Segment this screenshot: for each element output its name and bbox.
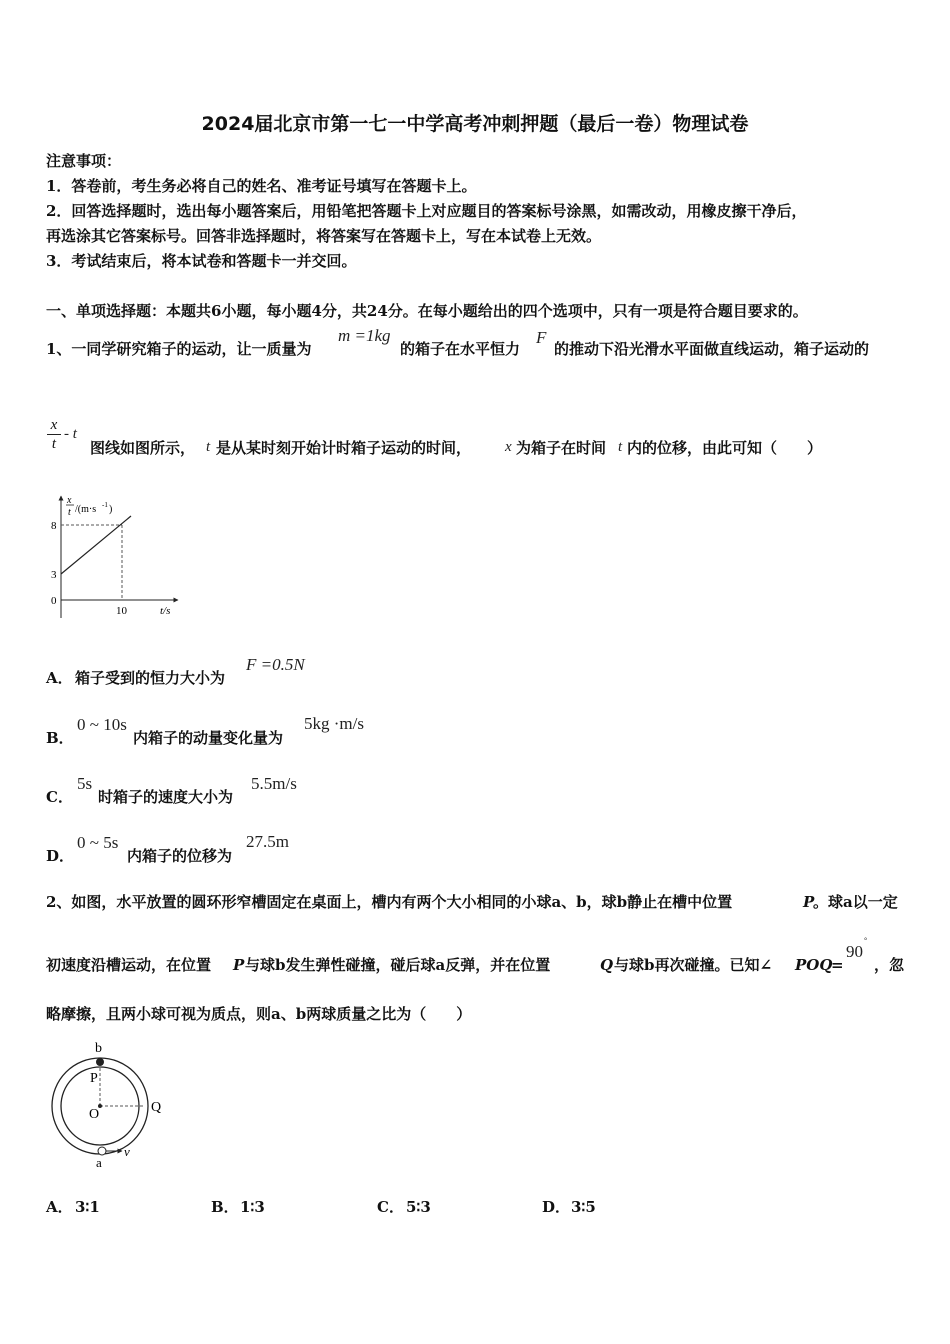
- q1-text: 是从某时刻开始计时箱子运动的时间，: [216, 439, 472, 457]
- q2-text: 2、如图，水平放置的圆环形窄槽固定在桌面上，槽内有两个大小相同的小球a、b，球b静止在槽中位置: [46, 893, 733, 911]
- ball-b: [96, 1058, 104, 1066]
- label-P: P: [90, 1071, 98, 1086]
- option-letter: C．: [46, 788, 73, 806]
- label-v: v: [124, 1144, 130, 1159]
- option-letter: A．: [46, 669, 73, 687]
- option-letter: A．: [46, 1198, 73, 1216]
- x-tick-label: 10: [116, 605, 127, 617]
- section-heading: 一、单项选择题：本题共6小题，每小题4分，共24分。在每小题给出的四个选项中，只有一项是符合题目要求的。: [46, 302, 808, 320]
- graph-yunit: /(m·s: [75, 504, 97, 515]
- option-value: 1∶3: [240, 1198, 265, 1216]
- option-formula: 27.5m: [246, 832, 289, 851]
- option-letter: B．: [211, 1198, 239, 1216]
- q1-t-symbol: t: [618, 439, 623, 455]
- q1-force-symbol: F: [536, 328, 547, 347]
- option-formula: F =0.5N: [246, 655, 305, 674]
- ball-a: [98, 1147, 106, 1155]
- q1-fraction-num: x: [50, 417, 58, 433]
- option-letter: D．: [542, 1198, 571, 1216]
- q2-ring-figure: [40, 1035, 180, 1175]
- notice-heading: 注意事项：: [46, 152, 122, 170]
- q2-angle-unit: °: [864, 936, 868, 945]
- option-letter: C．: [377, 1198, 404, 1216]
- q1-mass-formula: m =1kg: [338, 326, 391, 345]
- q2-POQ-symbol: POQ: [795, 956, 833, 974]
- q1-text: 为箱子在时间: [516, 439, 607, 457]
- option-text: 内箱子的位移为: [127, 847, 233, 865]
- q2-text: 略摩擦，且两小球可视为质点，则a、b两球质量之比为（ ）: [46, 1005, 472, 1023]
- option-formula: 5s: [77, 774, 93, 793]
- q2-text: =: [831, 956, 844, 974]
- q2-text: 。球a以一定: [813, 893, 898, 911]
- notice-item: 1．答卷前，考生务必将自己的姓名、准考证号填写在答题卡上。: [46, 177, 477, 195]
- q1-x-symbol: x: [505, 439, 512, 455]
- option-formula: 0 ~ 5s: [77, 833, 119, 852]
- y-tick-label: 3: [51, 569, 57, 581]
- notice-item: 3．考试结束后，将本试卷和答题卡一并交回。: [46, 252, 357, 270]
- graph-yunit-exp: -1: [102, 501, 108, 509]
- label-b: b: [95, 1041, 102, 1056]
- page-title: 2024届北京市第一七一中学高考冲刺押题（最后一卷）物理试卷: [201, 113, 749, 135]
- option-value: 5∶3: [406, 1198, 431, 1216]
- origin-label: 0: [51, 595, 57, 607]
- graph-ylabel-num: x: [67, 495, 72, 506]
- q2-text: ，忽: [874, 956, 905, 974]
- q2-angle-value: 90: [846, 942, 863, 961]
- q1-fraction-den: t: [51, 436, 57, 452]
- option-formula: 0 ~ 10s: [77, 715, 127, 734]
- option-letter: B．: [46, 729, 74, 747]
- option-formula: 5.5m/s: [251, 774, 297, 793]
- label-a: a: [96, 1155, 102, 1170]
- q2-text: 与球b再次碰撞。已知∠: [614, 956, 773, 974]
- option-text: 内箱子的动量变化量为: [133, 729, 284, 747]
- q2-P-symbol: P: [803, 893, 815, 911]
- q1-text: 的推动下沿光滑水平面做直线运动，箱子运动的: [554, 340, 870, 358]
- q1-text: 1、一同学研究箱子的运动，让一质量为: [46, 340, 312, 358]
- notice-item: 2．回答选择题时，选出每小题答案后，用铅笔把答题卡上对应题目的答案标号涂黑，如需改动，用橡皮擦干净后，: [46, 202, 807, 220]
- q2-text: 初速度沿槽运动，在位置: [46, 956, 212, 974]
- q2-text: 与球b发生弹性碰撞，碰后球a反弹，并在位置: [245, 956, 551, 974]
- q1-text: 的箱子在水平恒力: [400, 340, 521, 358]
- option-formula: 5kg ·m/s: [304, 714, 364, 733]
- q1-fraction: [47, 417, 61, 452]
- option-text: 箱子受到的恒力大小为: [75, 669, 226, 687]
- q1-t-symbol: t: [206, 439, 211, 455]
- x-axis-label: t/s: [160, 605, 171, 617]
- notice-item: 再选涂其它答案标号。回答非选择题时，将答案写在答题卡上，写在本试卷上无效。: [46, 227, 602, 245]
- q2-Q-symbol: Q: [600, 956, 614, 974]
- option-value: 3∶1: [75, 1198, 100, 1216]
- q1-graph: [40, 490, 190, 625]
- option-letter: D．: [46, 847, 75, 865]
- y-tick-label: 8: [51, 520, 57, 532]
- q1-dash-t: - t: [64, 426, 77, 442]
- option-value: 3∶5: [571, 1198, 596, 1216]
- q1-text: 内的位移，由此可知（ ）: [627, 439, 823, 457]
- q1-text: 图线如图所示，: [90, 439, 196, 457]
- graph-yunit-close: ): [109, 504, 113, 515]
- graph-ylabel-den: t: [68, 507, 71, 518]
- fraction-bar: [47, 434, 61, 435]
- label-O: O: [89, 1107, 100, 1122]
- q2-P-symbol: P: [233, 956, 245, 974]
- label-Q: Q: [151, 1100, 162, 1115]
- option-text: 时箱子的速度大小为: [98, 788, 234, 806]
